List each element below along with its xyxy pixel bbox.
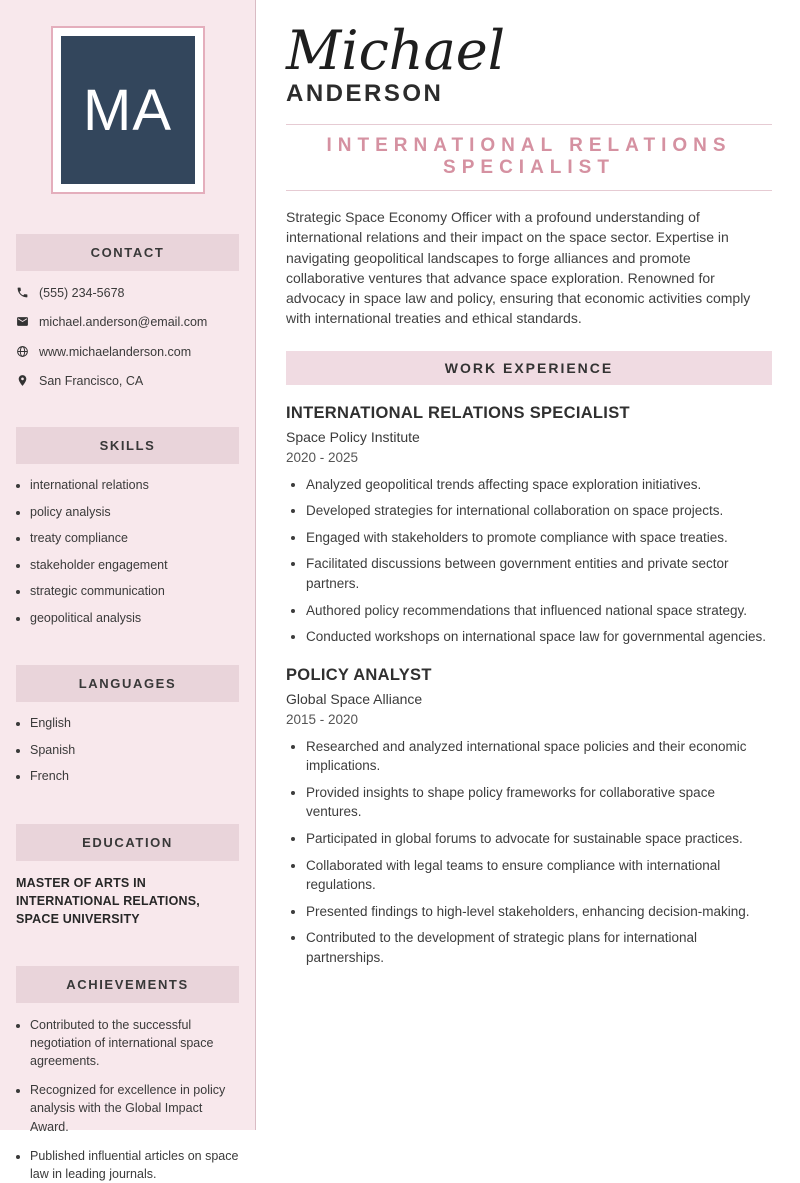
skill-item: • strategic communication [30, 583, 241, 601]
languages-section [0, 665, 255, 786]
headline-job-title: INTERNATIONAL RELATIONS SPECIALIST [326, 135, 732, 178]
job-entry-2 [286, 666, 772, 968]
pin-icon [16, 374, 30, 387]
achievement-item: • Contributed to the successful negotiation of international space agreements. [30, 1016, 241, 1070]
job-bullet: • Authored policy recommendations that influenced national space strategy. [306, 601, 772, 621]
first-name: Michael [286, 19, 506, 82]
education-degree: MASTER OF ARTS IN INTERNATIONAL RELATIONS, SPACE UNIVERSITY [16, 875, 200, 926]
avatar-initials: MA [83, 77, 172, 143]
job-bullet-list [286, 737, 772, 968]
achievement-item: • Published influential articles on space law in leading journals. [30, 1147, 241, 1183]
job-bullet: • Developed strategies for international collaboration on space projects. [306, 501, 772, 521]
achievements-section-title: ACHIEVEMENTS [16, 966, 239, 1003]
job-bullet: • Analyzed geopolitical trends affecting space exploration initiatives. [306, 475, 772, 495]
skill-item: • international relations [30, 477, 241, 495]
job-company: Global Space Alliance [286, 690, 423, 707]
phone-icon [16, 286, 30, 299]
skill-item: • treaty compliance [30, 530, 241, 548]
job-bullet: • Conducted workshops on international space law for governmental agencies. [306, 627, 772, 647]
contact-website [16, 344, 241, 360]
job-bullet: • Presented findings to high-level stakeholders, enhancing decision-making. [306, 902, 772, 922]
job-bullet: • Engaged with stakeholders to promote compliance with space treaties. [306, 528, 772, 548]
job-dates: 2020 - 2025 [286, 449, 359, 465]
job-bullet-list [286, 475, 772, 647]
job-dates: 2015 - 2020 [286, 711, 359, 727]
job-role: POLICY ANALYST [286, 665, 432, 684]
contact-phone [16, 285, 241, 301]
globe-icon [16, 345, 30, 358]
sidebar [0, 0, 256, 1181]
contact-website-text: www.michaelanderson.com [39, 344, 192, 359]
job-company: Space Policy Institute [286, 428, 420, 445]
job-role: INTERNATIONAL RELATIONS SPECIALIST [286, 403, 630, 422]
achievement-item: • Recognized for excellence in policy analysis with the Global Impact Award. [30, 1081, 241, 1135]
achievements-list [16, 1016, 241, 1183]
divider-bottom [286, 190, 772, 191]
skill-item: • stakeholder engagement [30, 557, 241, 575]
contact-section-title: CONTACT [16, 234, 239, 271]
language-item: • Spanish [30, 742, 241, 760]
job-bullet: • Facilitated discussions between government entities and private sector partners. [306, 554, 772, 593]
languages-section-title: LANGUAGES [16, 665, 239, 702]
mail-icon [16, 315, 30, 328]
skill-item: • geopolitical analysis [30, 610, 241, 628]
education-section [0, 824, 255, 928]
job-bullet: • Provided insights to shape policy frameworks for collaborative space ventures. [306, 783, 772, 822]
job-bullet: • Researched and analyzed international space policies and their economic implications. [306, 737, 772, 776]
languages-list [16, 715, 241, 786]
contact-section [0, 234, 255, 389]
last-name: ANDERSON [286, 80, 444, 107]
skills-list [16, 477, 241, 627]
contact-phone-text: (555) 234-5678 [39, 286, 125, 300]
work-experience-header: WORK EXPERIENCE [286, 351, 772, 385]
skills-section-title: SKILLS [16, 427, 239, 464]
contact-list [0, 271, 255, 389]
avatar-box [61, 36, 195, 184]
avatar [51, 26, 205, 194]
contact-location-text: San Francisco, CA [39, 373, 144, 388]
achievements-section [0, 966, 255, 1183]
summary-text: Strategic Space Economy Officer with a profound understanding of international relations and their impact on the space sector. Expertise in navigating geopolitical landscapes to forge alliances and promote collaborative ventures that advance space exploration. Renowned for advocacy in space law and policy, ensuring that economic activities comply with international treaties and ethical standards. [286, 209, 751, 327]
education-section-title: EDUCATION [16, 824, 239, 861]
contact-email [16, 314, 241, 330]
language-item: • French [30, 768, 241, 786]
language-item: • English [30, 715, 241, 733]
contact-email-text: michael.anderson@email.com [39, 315, 208, 330]
contact-location [16, 373, 241, 389]
skills-section [0, 427, 255, 627]
job-bullet: • Participated in global forums to advocate for sustainable space practices. [306, 829, 772, 849]
job-bullet: • Contributed to the development of strategic plans for international partnerships. [306, 928, 772, 967]
job-bullet: • Collaborated with legal teams to ensure compliance with international regulations. [306, 856, 772, 895]
job-entry-1 [286, 404, 772, 647]
skill-item: • policy analysis [30, 504, 241, 522]
main-column [257, 0, 800, 1130]
